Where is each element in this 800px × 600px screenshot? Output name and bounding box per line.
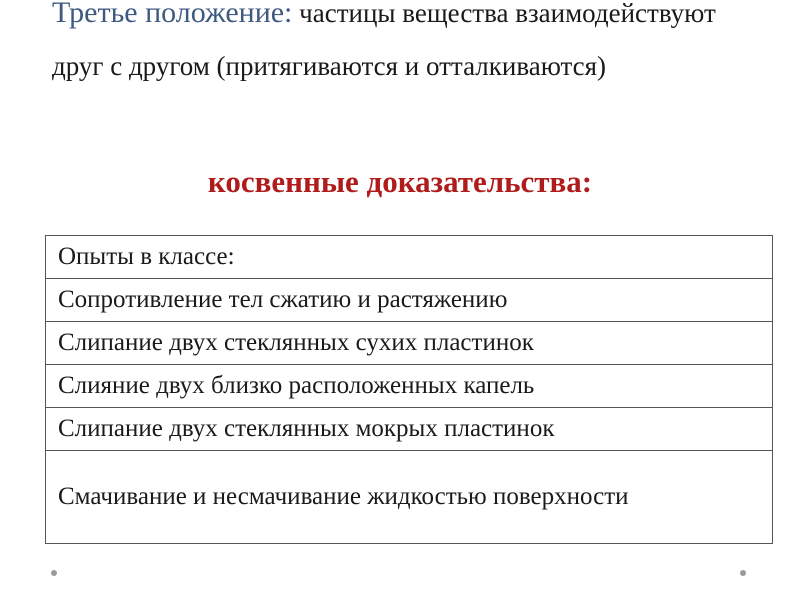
table-row <box>46 451 773 544</box>
table-row <box>46 279 773 322</box>
table-cell: Смачивание и несмачивание жидкостью поверхности <box>46 451 773 544</box>
table-cell: Сопротивление тел сжатию и растяжению <box>46 279 773 322</box>
table-row <box>46 408 773 451</box>
table-cell: Слипание двух стеклянных мокрых пластинок <box>46 408 773 451</box>
table-row <box>46 365 773 408</box>
slide-heading <box>52 0 772 93</box>
evidence-table <box>45 235 773 544</box>
heading-lead: Третье положение: <box>52 0 293 29</box>
table-cell: Слипание двух стеклянных сухих пластинок <box>46 322 773 365</box>
table-cell: Слияние двух близко расположенных капель <box>46 365 773 408</box>
heading-rest: частицы вещества взаимодействуют друг с другом (притягиваются и отталкиваются) <box>52 0 716 81</box>
table-row <box>46 236 773 279</box>
table-row <box>46 322 773 365</box>
bullet-dot-icon <box>740 570 746 576</box>
bullet-dot-icon <box>51 570 57 576</box>
table-cell: Опыты в классе: <box>46 236 773 279</box>
slide-subheading: косвенные доказательства: <box>207 164 593 199</box>
